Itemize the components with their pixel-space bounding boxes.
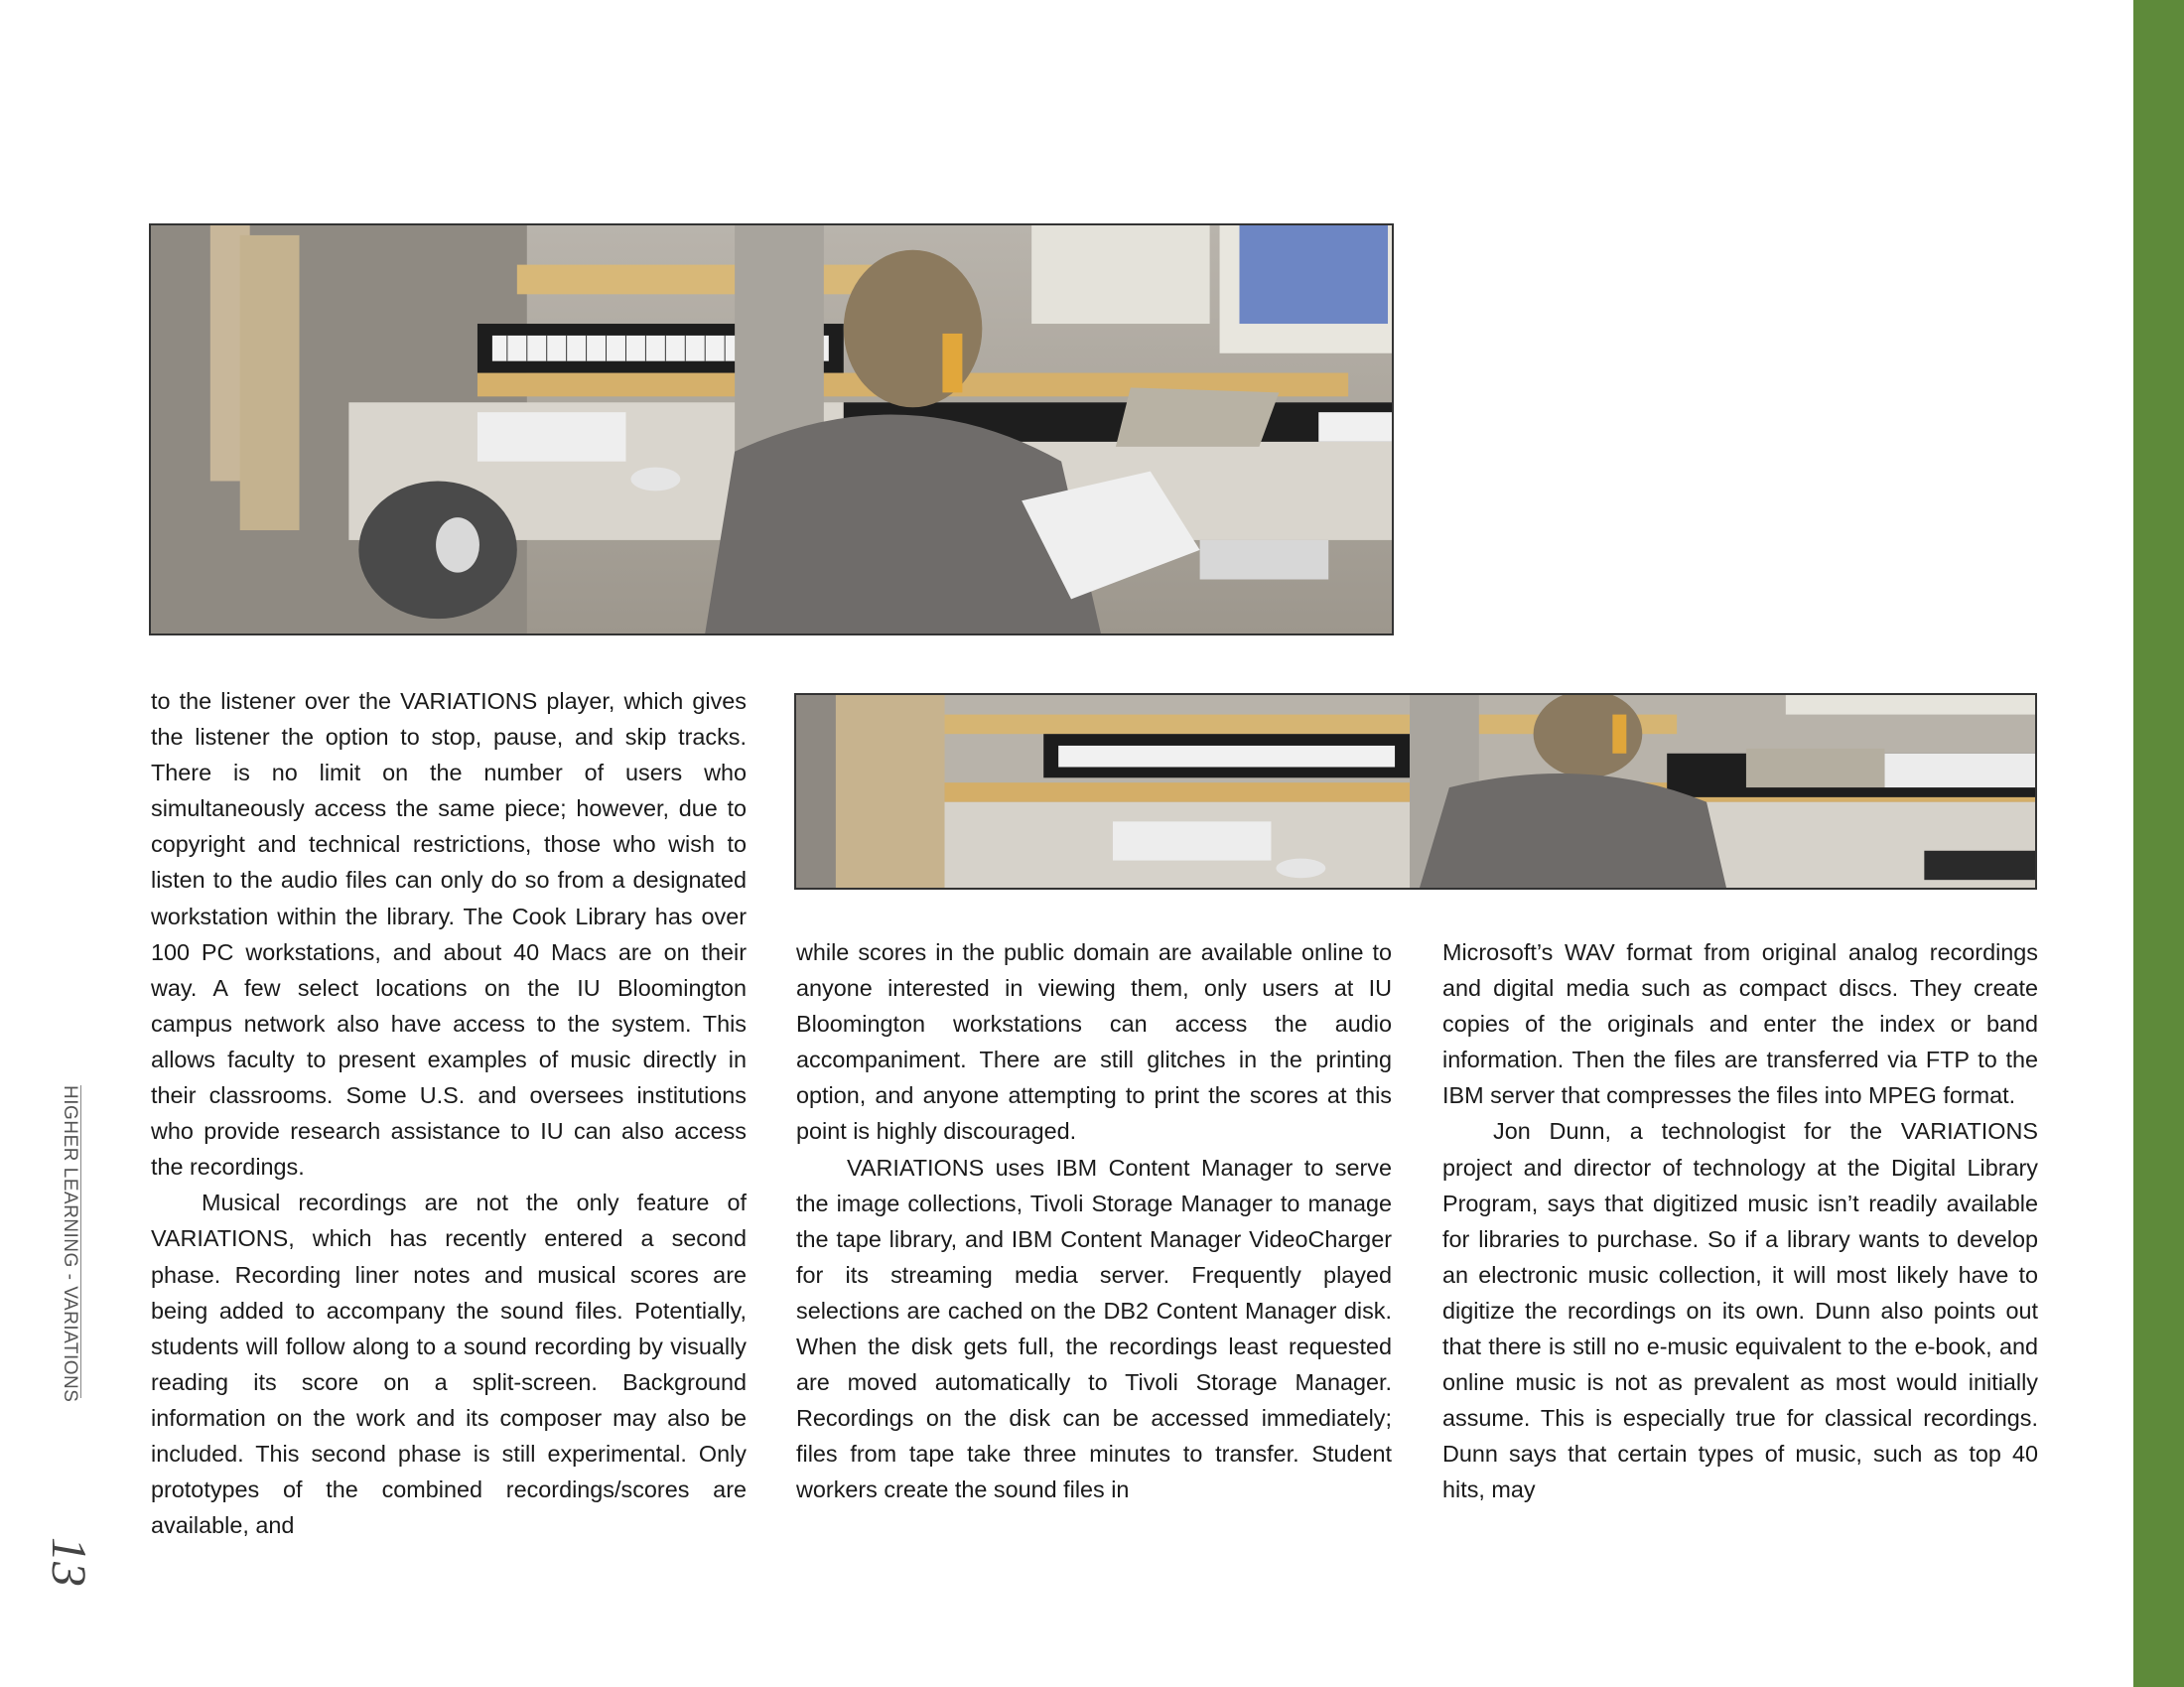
photo-music-workstation-panorama [794,693,2037,890]
page-number: 13 [42,1537,97,1587]
article-paragraph: while scores in the public domain are available online to anyone interested in viewing them, only users at IU Bloomington workstations can access the audio accompaniment. There are still glitches in the printing option, and anyone attempting to print the scores at this point is highly discouraged. [796,939,1392,1145]
article-paragraph: Musical recordings are not the only feature of VARIATIONS, which has recently entered a second phase. Recording liner notes and musical scores are being added to accompany the sound files. Potentially, students will follow along to a sound recording by visually reading its score on a split-screen. Background information on the work and its composer may also be included. This second phase is still experimental. Only prototypes of the combined recordings/scores are available, and [151,1190,747,1539]
article-column-2 [796,934,1392,1550]
article-column-3 [1442,934,2038,1550]
photo-music-workstation-panorama-illustration [796,695,2035,888]
photo-music-workstation-wide [149,223,1394,635]
section-running-head: HIGHER LEARNING - VARIATIONS [50,1085,81,1398]
article-column-1 [151,683,747,1547]
article-paragraph: VARIATIONS uses IBM Content Manager to serve the image collections, Tivoli Storage Manager to manage the tape library, and IBM Content Manager VideoCharger for its streaming media server. Frequently played selections are cached on the DB2 Content Manager disk. When the disk gets full, the recordings least requested are moved automatically to Tivoli Storage Manager. Recordings on the disk can be accessed immediately; files from tape take three minutes to transfer. Student workers create the sound files in [796,1154,1392,1503]
photo-music-workstation-wide-illustration [151,225,1392,633]
article-paragraph: Jon Dunn, a technologist for the VARIATIONS project and director of technology at the Digital Library Program, says that digitized music isn’t readily available for libraries to purchase. So if a library wants to develop an electronic music collection, it will most likely have to digitize the recordings on its own. Dunn also points out that there is still no e-music equivalent to the e-book, and online music is not as prevalent as most would initially assume. This is especially true for classical recordings. Dunn says that certain types of music, such as top 40 hits, may [1442,1118,2038,1503]
article-paragraph: to the listener over the VARIATIONS player, which gives the listener the option to stop, pause, and skip tracks. There is no limit on the number of users who simultaneously access the same piece; however, due to copyright and technical restrictions, those who wish to listen to the audio files can only do so from a designated workstation within the library. The Cook Library has over 100 PC workstations, and about 40 Macs are on their way. A few select locations on the IU Bloomington campus network also have access to the system. This allows faculty to present examples of music directly in their classrooms. Some U.S. and oversees institutions who provide research assistance to IU can also access the recordings. [151,688,747,1181]
side-color-bar [2133,0,2184,1687]
article-paragraph: Microsoft’s WAV format from original analog recordings and digital media such as compact discs. They create copies of the originals and enter the index or band information. Then the files are transferred via FTP to the IBM server that compresses the files into MPEG format. [1442,939,2038,1109]
